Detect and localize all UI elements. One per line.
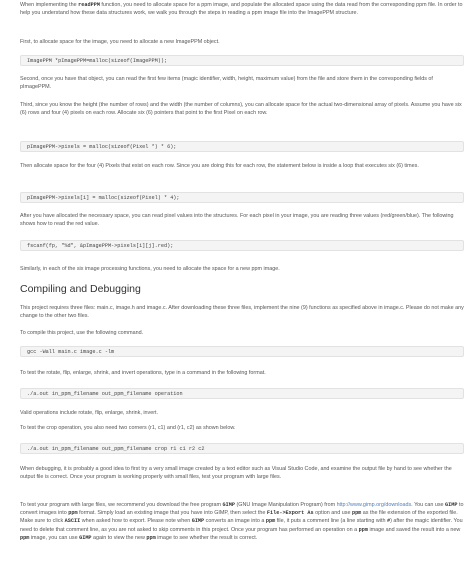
text: to convert images into [20,502,464,517]
text: . You can use [411,502,446,508]
text: when asked how to export. Please note when [80,518,192,525]
paragraph-six-functions: Similarly, in each of the six image processing functions, you need to allocate the space for a new ppm image. [20,266,280,272]
text: (GNU Image Manipulation Program) from [235,502,337,508]
inline-code-ppm: ppm [68,510,78,517]
text: When implementing the [20,2,79,8]
code-block-malloc-pixels: pImagePPM->pixels[i] = malloc(sizeof(Pixel) * 4); [20,192,464,203]
text: To test your program with large files, we recommend you download the free program [20,502,223,508]
text: as the file extension of the exported file. Make sure to click [20,510,458,525]
paragraph-valid-operations: Valid operations include rotate, flip, enlarge, shrink, invert. [20,410,159,416]
inline-code-gimp: GIMP [79,534,92,541]
inline-code-file-export: File->Export As [266,510,314,517]
section-heading-compiling: Compiling and Debugging [20,283,141,295]
text: file, it puts a comment line (a line starting with [275,518,387,525]
inline-code-gimp: GIMP [191,518,205,525]
code-block-fscanf: fscanf(fp, "%d", &pImagePPM->pixels[i][j].red); [20,240,464,251]
inline-code-ppm: ppm [358,526,368,533]
inline-code-ascii: ASCII [64,518,81,525]
paragraph-test-operations: To test the rotate, flip, enlarge, shrink, and invert operations, type in a command in the following format. [20,370,266,376]
paragraph-allocate-image: First, to allocate space for the image, you need to allocate a new ImagePPM object. [20,39,220,45]
text: image, you can use [29,534,80,541]
inline-code-readppm: readPPM [78,2,100,8]
paragraph-crop-test: To test the crop operation, you also need two corners (r1, c1) and (r1, c2) as shown below. [20,425,236,431]
inline-code-ppm: ppm [20,534,30,541]
text: converts an image into a [204,518,266,525]
paragraph-readppm-intro [20,1,464,17]
code-block-gcc: gcc -Wall main.c image.c -lm [20,346,464,357]
link-gimp-downloads[interactable]: http://www.gimp.org/downloads [336,502,412,508]
code-block-run-crop: ./a.out in_ppm_filename out_ppm_filename crop r1 c1 r2 c2 [20,443,464,454]
paragraph-required-files: This project requires three files: main.c, image.h and image.c. After downloading these three files, implement the nine (9) functions as specified above in image.c. Please do not make any change to the other two files. [20,305,464,320]
inline-code-ppm: ppm [351,510,362,517]
paragraph-allocate-pixels: Then allocate space for the four (4) Pixels that exist on each row. Since you are doing this for each row, the statement below is inside a loop that executes six (6) times. [20,163,419,169]
text: option and use [313,510,352,517]
paragraph-debugging: When debugging, it is probably a good idea to first try a very small image created by a text editor such as Visual Studio Code, and examine the output file by hand to see whether the output file is correct. Once your program is working properly with small files, test your program with large files. [20,466,452,481]
text: ) after the magic identifier. You need to delete that comment line, as you are not asked to skip comments in this project. Once your program has performed an operation on a [20,518,463,533]
inline-code-ppm: ppm [265,518,276,525]
paragraph-compile-command: To compile this project, use the following command. [20,330,144,336]
inline-code-hash: # [387,518,391,525]
inline-code-gimp: GIMP [222,502,235,508]
text: image and saved the result into a new [367,526,461,533]
inline-code-gimp: GIMP [445,502,458,508]
text: format. Simply load an existing image that you have into GIMP, then select the [77,510,267,517]
text: image to see whether the result is correct. [155,534,258,541]
text: function, you need to allocate space for a ppm image, and populate the allocated space using the data read from the corresponding ppm file. In order to help you understand how these data structures work, we walk you through the steps in reading a ppm image file into the ImagePPM structure. [20,2,463,17]
text: again to view the new [91,534,147,541]
code-block-malloc-image: ImagePPM *pImagePPM=malloc(sizeof(ImagePPM)); [20,55,464,66]
paragraph-allocate-rows: Third, since you know the height (the number of rows) and the width (the number of columns), you can allocate space for the actual two-dimensional array of pixels. Assume you have six (6) rows and four (4) pixels on each row. Allocate six (6) pointers that point to the first Pixel on each row. [20,102,462,117]
paragraph-gimp [20,501,464,542]
code-block-malloc-rows: pImagePPM->pixels = malloc(sizeof(Pixel *) * 6); [20,141,464,152]
paragraph-read-header: Second, once you have that object, you can read the first few items (magic identifier, width, height, maximum value) from the file and store them in the corresponding fields of pImagePPM. [20,76,433,91]
paragraph-read-pixel-values: After you have allocated the necessary space, you can read pixel values into the structures. For each pixel in your image, you are reading three values (red/green/blue). The following shows how to read the red value. [20,213,454,228]
inline-code-ppm: ppm [146,534,156,541]
code-block-run-operation: ./a.out in_ppm_filename out_ppm_filename operation [20,388,464,399]
